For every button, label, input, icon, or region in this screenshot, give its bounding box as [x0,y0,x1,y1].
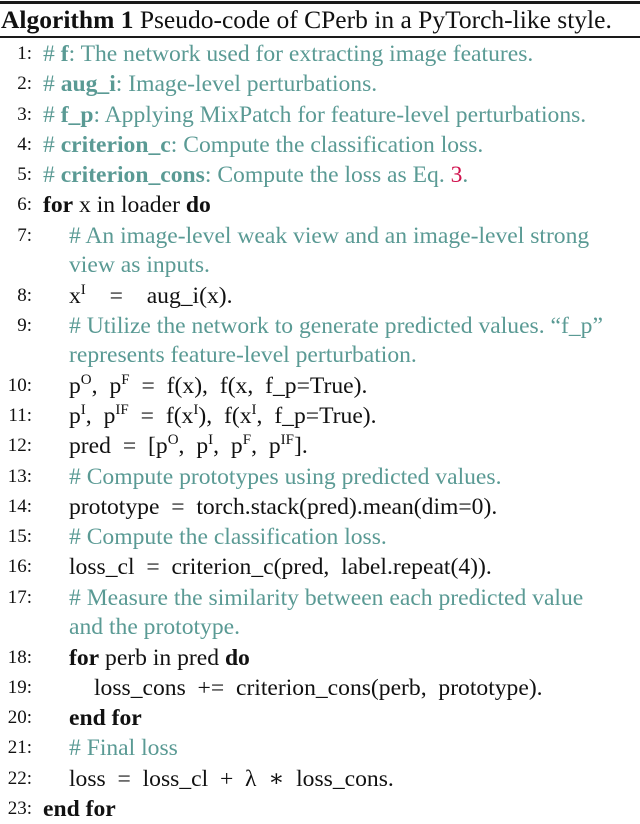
algo-line-2 [0,69,640,99]
code: loss_cons += criterion_cons(perb, prototype). [94,674,543,701]
line-number: 20: [7,707,32,729]
algo-line-17-cont [0,613,640,643]
algorithm-label: Algorithm 1 [1,5,134,34]
keyword-end-for: end for [43,796,116,823]
comment: # aug_i: Image-level perturbations. [43,71,378,98]
algo-line-20 [0,703,640,733]
algo-line-9 [0,311,640,341]
algo-line-4 [0,130,640,160]
code: prototype = torch.stack(pred).mean(dim=0). [69,493,498,520]
code: $p^I$, $p^{IF} = f(x^I)$, $f(x^I$, f_p=True). [69,401,377,429]
comment: # criterion_cons: Compute the loss as Eq. 3. [43,162,469,189]
line-number: 14: [7,495,32,517]
line-number: 18: [7,646,32,668]
comment: # Measure the similarity between each predicted value [69,584,584,611]
line-number: 12: [7,435,32,457]
algo-line-14 [0,492,640,522]
algo-line-10 [0,371,640,401]
comment: # Utilize the network to generate predicted values. “f_p” [69,312,603,339]
line-number: 1: [17,43,32,64]
comment: view as inputs. [69,252,210,279]
algo-line-19 [0,673,640,703]
algo-line-5 [0,160,640,190]
algo-line-13 [0,462,640,492]
algo-line-8 [0,281,640,311]
algo-line-6 [0,190,640,220]
line-number: 4: [17,133,32,155]
comment: # f_p: Applying MixPatch for feature-level perturbations. [43,101,587,128]
line-number: 17: [7,586,32,608]
line-number: 19: [7,676,32,698]
keyword-for: for [43,192,74,219]
code: for x in loader do [43,192,211,219]
line-number: 11: [8,404,32,426]
line-number: 21: [7,737,32,759]
comment: # criterion_c: Compute the classification loss. [43,131,484,158]
algorithm-body [0,39,640,824]
line-number: 23: [7,798,32,820]
algo-line-22 [0,764,640,794]
code: for perb in pred do [69,644,250,671]
keyword-end-for: end for [69,705,142,732]
code: loss_cl = criterion_c(pred, label.repeat(4)). [69,554,492,581]
line-number: 7: [17,224,32,246]
line-number: 8: [17,284,32,306]
comment: and the prototype. [69,614,241,641]
algo-line-15 [0,522,640,552]
comment: # An image-level weak view and an image-level strong [69,222,590,249]
algo-line-7 [0,221,640,251]
code: loss = loss_cl + λ ∗ loss_cons. [69,765,394,792]
keyword-for: for [69,644,100,671]
line-number: 10: [7,374,32,396]
code: pred = [$p^O$, $p^I$, $p^F$, $p^{IF}$]. [69,432,308,460]
algo-line-11 [0,401,640,431]
algorithm-caption [1,4,612,36]
algo-line-21 [0,733,640,763]
algo-line-17 [0,583,640,613]
algo-line-18 [0,643,640,673]
comment: # Compute the classification loss. [69,524,387,551]
algo-line-3 [0,100,640,130]
comment: # Final loss [69,735,178,762]
comment: represents feature-level perturbation. [69,342,417,369]
line-number: 6: [17,194,32,216]
algo-line-1 [0,39,640,69]
keyword-do: do [185,192,211,219]
algo-line-16 [0,552,640,582]
line-number: 13: [7,465,32,487]
line-number: 9: [17,314,32,336]
line-number: 5: [17,164,32,186]
code: $x^I$ = aug_i(x). [69,281,233,309]
caption-rule [0,36,640,38]
algo-line-7-cont [0,251,640,281]
line-number: 16: [7,556,32,578]
line-number: 15: [7,526,32,548]
line-number: 22: [7,767,32,789]
keyword-do: do [224,644,250,671]
line-number: 2: [17,73,32,95]
algorithm-caption-text: Pseudo-code of CPerb in a PyTorch-like style. [139,5,612,34]
equation-reference-link[interactable]: 3 [450,162,463,189]
comment: # f: The network used for extracting image features. [43,41,534,67]
algo-line-9-cont [0,341,640,371]
line-number: 3: [17,103,32,125]
algo-line-23 [0,794,640,824]
comment: # Compute prototypes using predicted values. [69,463,502,490]
code: $p^O$, $p^F = f(x)$, f(x, f_p=True). [69,371,368,399]
algo-line-12 [0,431,640,461]
